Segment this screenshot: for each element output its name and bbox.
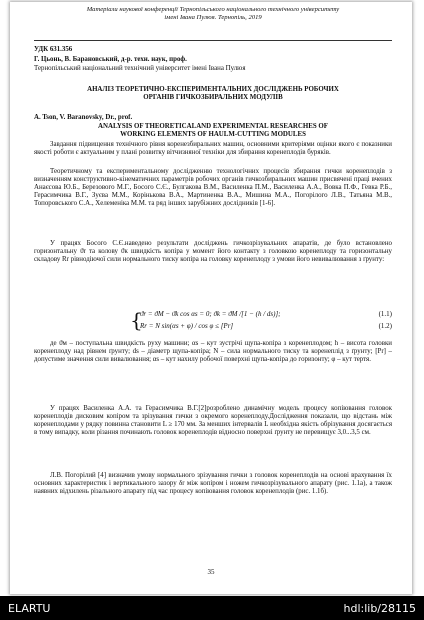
document-page [10, 2, 412, 594]
paragraph-1: Завдання підвищення технічного рівня коренезбиральних машин, основними критеріями оцінки якого є показники якості роботи є актуальним у плані розвитку вітчизняної техніки для збирання коренеплодів буряків. [34, 141, 392, 156]
paragraph-5: У працях Василенка А.А. та Герасимчика В.Г.[2]розроблено динамічну модель процесу копіювання головок коренеплодів дисковим копіром та зрізування гички з окремого коренеплоду.Дослідження показали, що відстань між коренеплодами у рядку повинна становити L ≥ 170 мм. За менших інтервалів L необхідна якість обрізування досягається в тому випадку, коли різання починають головок коренеплодів відносно поверхні ґрунту не перевищує 3,0...3,5 см. [34, 405, 392, 436]
header-line-2: імені Івана Пулюя. Тернопіль, 2019 [164, 13, 262, 21]
paragraph-6: Л.В. Погорілий [4] визначив умову нормального зрізування гички з головок коренеплодів на основі врахування їх основних характеристик і вертикального зазору δr між копіром і ножем гичкозрізувального апарату (рис. 1.1а), а також наявних відхилень різального апарату під час процесу копіювання головок коренеплодів (рис. 1.1б). [34, 472, 392, 495]
header-rule [34, 40, 392, 41]
authors-ua: Г. Цьонь, В. Барановський, д-р. техн. наук, проф. [34, 56, 187, 63]
paragraph-4: де ϑм – поступальна швидкість руху машини; αs – кут зустрічі щупа-копіра з коренеплодом; h – висота головки коренеплоду над рівнем ґрунту; ds – діаметр щупа-копіра; N – сила нормального тиску та коренеплід з ґрунту; [Pr] – допустиме значення сили вивалювання; αs – кут нахилу робочої поверхні щупа-копіра до горизонту; φ – кут тертя. [34, 340, 392, 363]
title-ua-line-1: АНАЛІЗ ТЕОРЕТИЧНО-ЕКСПЕРИМЕНТАЛЬНИХ ДОСЛІДЖЕНЬ РОБОЧИХ [87, 86, 339, 93]
udc-code: УДК 631.356 [34, 46, 73, 53]
paragraph-3: У працях Босого С.Є.наведено результати досліджень гичкозрізувальних апаратів, де було встановлено горизонтальну ϑr та колову ϑк швидкість копіра у момент його контакту з головкою коренеплоду та горизонтальну складову Rr рівнодіючої сили нормального тиску копіра на головку коренеплоду з умови його невивалювання з ґрунту: [34, 240, 392, 263]
equation-2: Rr = N sin(αs + φ) / cos φ ≤ [Pr] [140, 322, 234, 330]
repository-name: ELARTU [8, 602, 51, 615]
equation-2-number: (1.2) [378, 322, 392, 330]
equation-1: ϑr = ϑM − ϑk cos αs = 0; ϑk = ϑM /[1 − (h / ds)]; [140, 310, 281, 318]
conference-header [34, 6, 392, 22]
equation-brace: { [130, 308, 143, 332]
header-line-1: Матеріали наукової конференції Тернопільського національного технічного університету [86, 6, 340, 13]
paragraph-2: Теоретичному та експериментальному дослідженню технологічних процесів збирання гички коренеплодів з визначенням конструктивно-кінематичних параметрів робочих органів гичкозбиральних машин присвячені праці вчених Анаєсова Ю.Б., Березового М.Г., Босого С.Є., Булгакова В.М., Василенка П.М., Василенка А.А., Вовка П.Ф., Гевка Р.Б., Герасимчика В.Г., Зуєва М.М., Корінькова В.А., Мартиненка В.А., Мишина М.А., Погорілого Л.В., Татьяна М.В., Топоровського С.А., Хелеменіка М.М. та ряд інших зарубіжних дослідників [1-6]. [34, 168, 392, 207]
equation-1-number: (1.1) [378, 310, 392, 318]
authors-en: A. Tson, V. Baranovsky, Dr., prof. [34, 114, 133, 121]
title-ua-line-2: ОРГАНІВ ГИЧКОЗБИРАЛЬНИХ МОДУЛІВ [143, 94, 283, 101]
page-number: 35 [207, 568, 215, 576]
title-en-line-2: WORKING ELEMENTS OF HAULM-CUTTING MODULES [120, 131, 306, 138]
affiliation: Тернопільський національний технічний університет імені Івана Пулюя [34, 65, 246, 72]
handle-id: hdl:lib/28115 [343, 602, 416, 615]
viewer-footer-bar [0, 596, 424, 620]
title-en-line-1: ANALYSIS OF THEORETICALAND EXPERIMENTAL RESEARCHES OF [98, 123, 328, 130]
